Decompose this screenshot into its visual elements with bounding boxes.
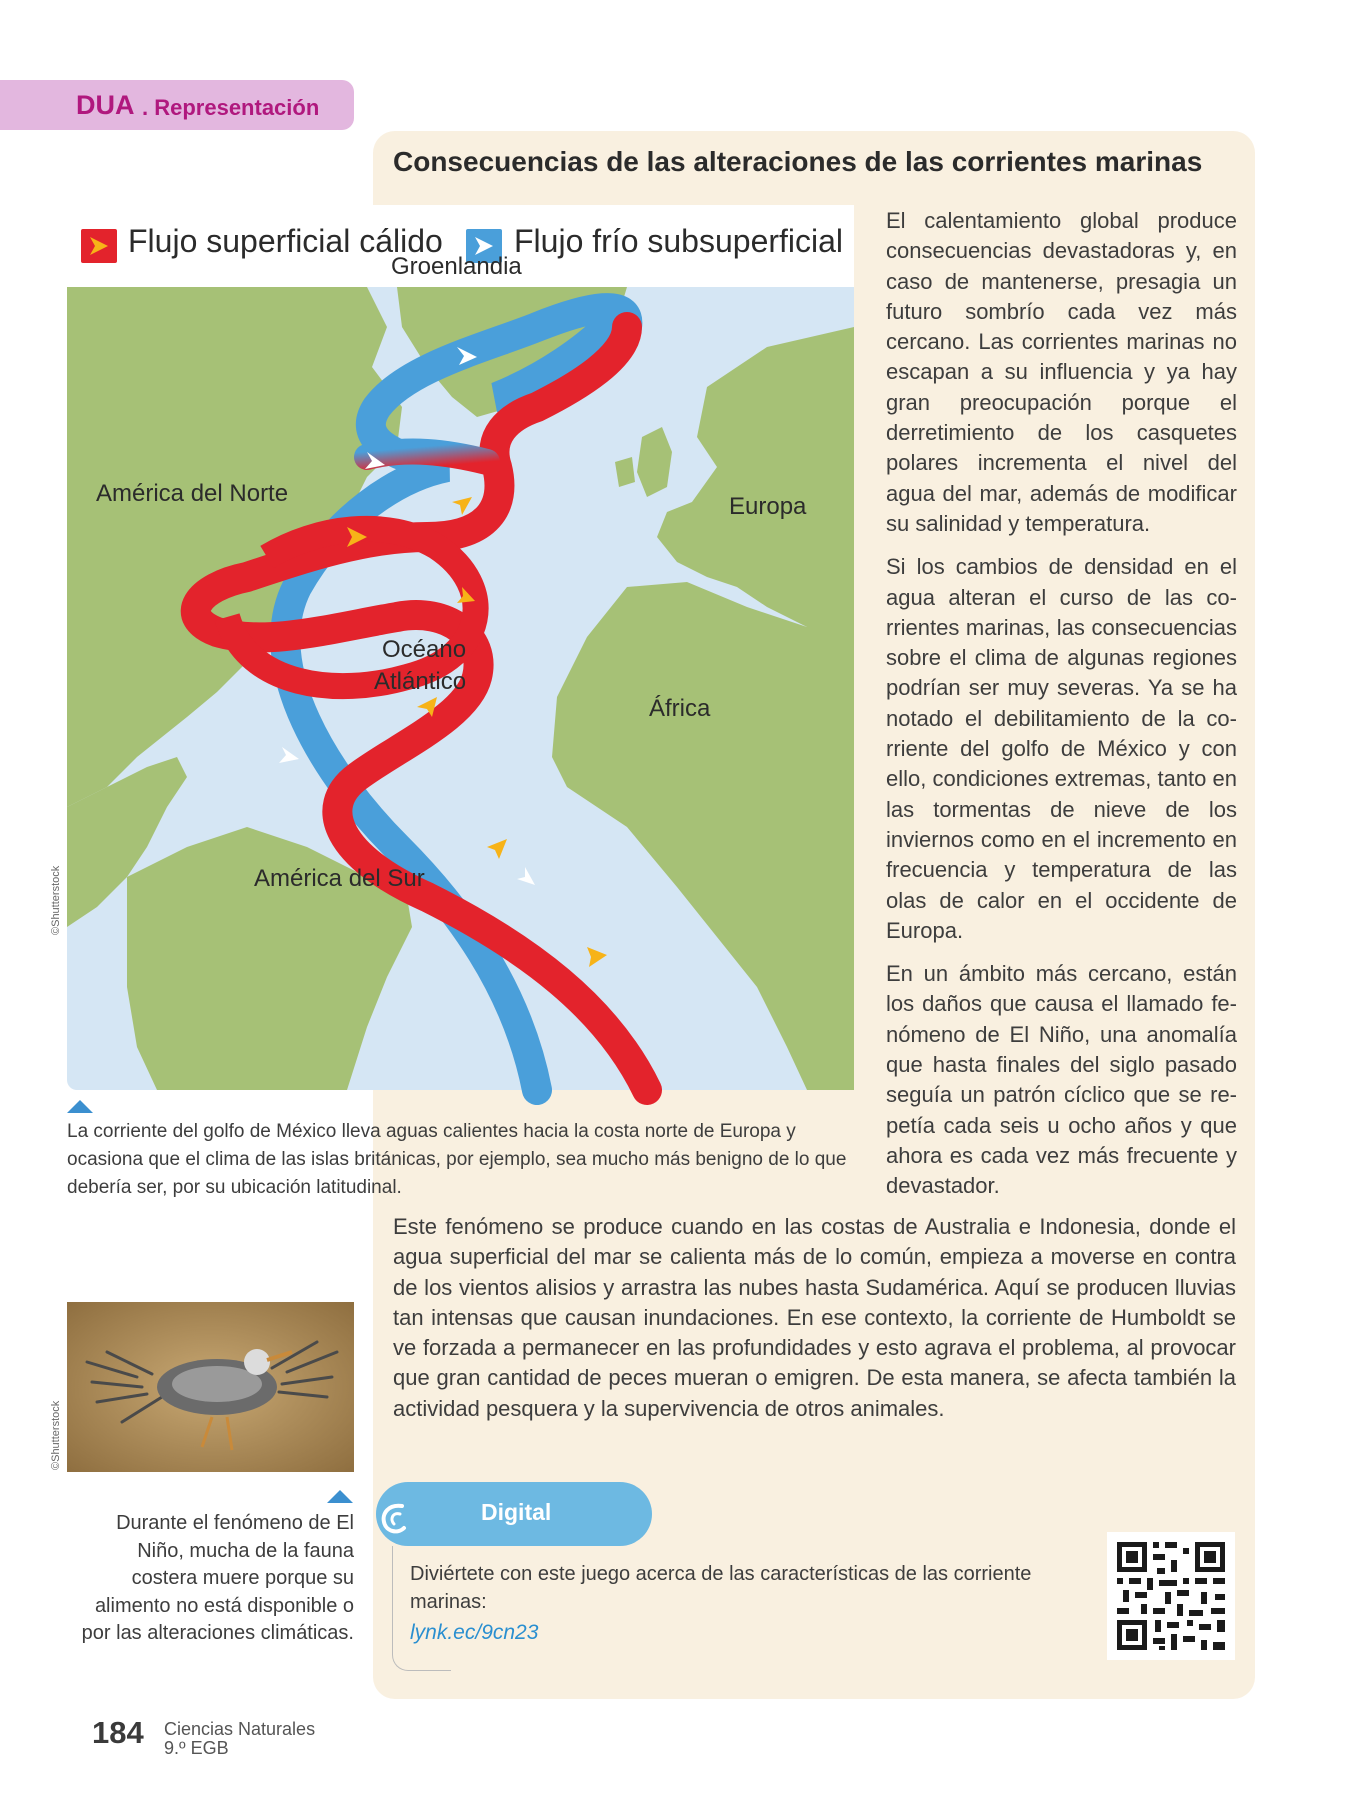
photo-caption: Durante el fenómeno de El Niño, mucha de la fauna costera muere porque su alimento no está disponible o por las alteraciones climáticas. <box>81 1512 354 1644</box>
british-isles-landmass <box>637 427 672 497</box>
digital-link[interactable]: lynk.ec/9cn23 <box>410 1621 539 1644</box>
cold-arrow-4 <box>517 867 535 885</box>
photo-caption-pointer-icon <box>327 1490 353 1503</box>
section-title: Consecuencias de las alteraciones de las corrientes marinas <box>393 146 1203 177</box>
dead-bird-photo <box>67 1302 354 1472</box>
warm-arrow-5 <box>487 839 507 859</box>
page-number: 184 <box>92 1715 144 1750</box>
map-caption: La corriente del golfo de México lleva aguas calientes hacia la costa norte de Europa y ocasiona que el clima de las islas británicas, por ejemplo, sea mucho más benigno de lo que debería ser, por su ubicación latitudinal. <box>67 1121 847 1198</box>
warm-flow-legend-icon <box>81 229 117 263</box>
label-europe: Europa <box>729 493 807 520</box>
label-ocean-line1: Océano <box>382 636 467 663</box>
digital-instruction: Diviértete con este juego acerca de las características de las corriente marinas: <box>410 1563 1032 1613</box>
ireland-landmass <box>615 457 635 487</box>
label-north-america: América del Norte <box>96 480 289 507</box>
warm-arrow-6 <box>587 947 607 967</box>
europe-landmass <box>657 327 854 627</box>
cold-flow-legend-label: Flujo frío subsuperficial <box>514 223 844 259</box>
wide-paragraph: Este fenómeno se produce cuando en las costas de Australia e Indonesia, donde el agua superficial del mar se calienta más de lo común, empieza a moverse en contra de los vientos alisios y arrastra las nubes hasta Sudamérica. Aquí se producen lluvias tan intensas que causan inundaciones. En ese contexto, la corriente de Humboldt se ve forzada a permanecer en las profundidades y esto agrava el problema, al provocar que gran cantidad de peces mueran o emigren. De esta manera, se afecta también la actividad pesquera y la supervivencia de otros animales. <box>393 1214 1236 1421</box>
cold-arrow-3 <box>279 747 299 763</box>
current-transition-segment <box>367 452 487 462</box>
caption-pointer-icon <box>67 1100 93 1113</box>
footer-subject <box>164 1720 315 1758</box>
label-south-america: América del Sur <box>254 865 425 892</box>
label-africa: África <box>649 695 711 722</box>
photo-credit: ©Shutterstock <box>50 1400 62 1470</box>
paragraph-1: El calentamiento global produce consecuencias devastadoras y, en caso de mantenerse, presagia un futuro sombrío cada vez más cercano. Las corrientes marinas no escapan a su influencia y ya hay gran preocupación porque el derretimiento de los casquetes polares incrementa el nivel del agua del mar, además de modificar su salinidad y temperatura. <box>886 208 1237 536</box>
footer-grade: 9.º EGB <box>164 1738 229 1758</box>
paragraph-3: En un ámbito más cercano, están los daños que causa el llamado fe-nómeno de El Niño, una anomalía que hasta finales del siglo pasado seguía un patrón cíclico que se re-petía cada seis u ocho años y que ahora es cada vez más frecuente y devastador. <box>886 961 1237 1199</box>
right-column-text <box>886 206 1237 1215</box>
label-greenland: Groenlandia <box>391 253 522 280</box>
digital-swirl-icon <box>378 1500 408 1540</box>
dua-tab-rest: . Representación <box>142 95 320 120</box>
dua-tab-strong: DUA <box>76 90 135 120</box>
label-ocean-line2: Atlántico <box>374 668 467 695</box>
warm-flow-legend-label: Flujo superficial cálido <box>128 223 443 259</box>
paragraph-2: Si los cambios de densidad en el agua alteran el curso de las co-rrientes marinas, las consecuencias sobre el clima de algunas regiones podrían ser muy severas. Ya se ha notado el debilitamiento de la co-rriente del golfo de México y con ello, condiciones extremas, tanto en las tormentas de nieve de los inviernos como en el incremento en frecuencia y temperatura de las olas de calor en el occidente de Europa. <box>886 554 1237 943</box>
dua-tab <box>0 80 354 130</box>
warm-arrow-2 <box>452 497 472 515</box>
ocean-currents-map <box>67 253 854 1090</box>
map-photo-credit: ©Shutterstock <box>50 865 62 935</box>
qr-code[interactable] <box>1107 1532 1235 1660</box>
digital-label: Digital <box>481 1499 552 1525</box>
footer-subject-name: Ciencias Naturales <box>164 1719 316 1739</box>
